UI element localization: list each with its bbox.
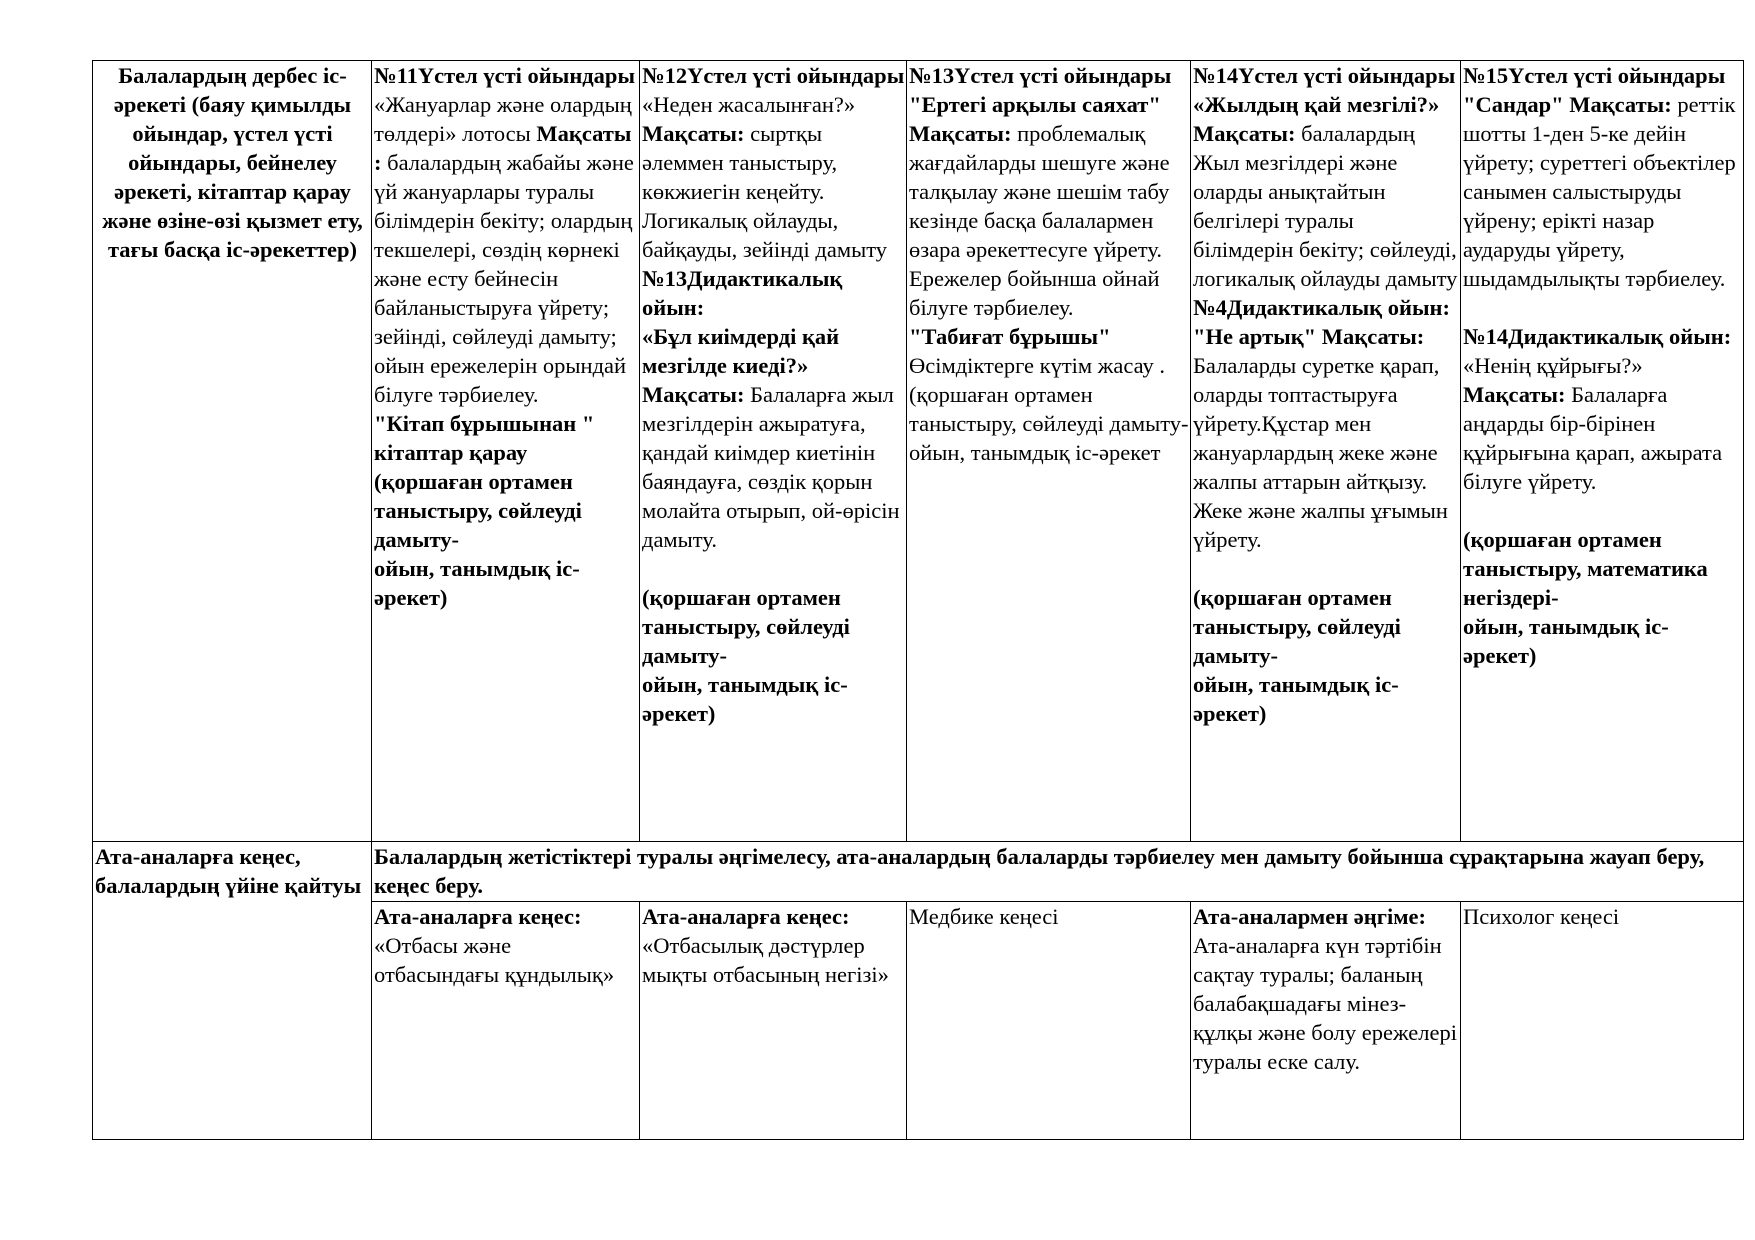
advice-label: Ата-аналарға кеңес: bbox=[374, 904, 582, 929]
cell-day-1-activity bbox=[372, 61, 640, 842]
cell-day-2-activity bbox=[640, 61, 907, 842]
didactic-game-name: «Ненің құйрығы?» bbox=[1463, 353, 1643, 378]
advice-label: Ата-аналарға кеңес: bbox=[642, 904, 850, 929]
book-corner-title: "Кітап бұрышынан " кітаптар қарау bbox=[374, 411, 595, 465]
cell-day-3-parents bbox=[907, 902, 1191, 1140]
goal-text: проблемалық жағдайларды шешуге және талқылау және шешім табу кезінде басқа балалармен өзара әрекеттесуге үйрету. Ережелер бойынша ойнай білуге тәрбиелеу. bbox=[909, 121, 1170, 320]
conversation-topic: Ата-аналарға күн тәртібін сақтау туралы; баланың балабақшадағы мінез-құлқы және болу ережелері туралы еске салу. bbox=[1193, 933, 1457, 1074]
game-title: №11Үстел үсті ойындары bbox=[374, 63, 636, 88]
activity-area: (қоршаған ортамен таныстыру, сөйлеуді дамыту- bbox=[374, 469, 582, 552]
cell-day-5-parents bbox=[1461, 902, 1744, 1140]
cell-day-4-activity bbox=[1191, 61, 1461, 842]
didactic-game-title: №13Дидактикалық ойын: bbox=[642, 266, 843, 320]
game-name: «Неден жасалынған?» bbox=[642, 92, 856, 117]
goal-label: Мақсаты: bbox=[1463, 382, 1566, 407]
psychologist-advice: Психолог кеңесі bbox=[1463, 904, 1620, 929]
goal-text: Балаларды суретке қарап, оларды топтастыруға үйрету.Құстар мен жануарлардың жеке және жалпы аттарын айтқызу. Жеке және жалпы ұғымын үйрету. bbox=[1193, 353, 1448, 552]
row-header-independent-activity: Балалардың дербес іс-әрекеті (баяу қимылды ойындар, үстел үсті ойындары, бейнелеу әрекеті, кітаптар қарау және өзіне-өзі қызмет ету, тағы басқа іс-әрекеттер) bbox=[93, 61, 372, 842]
game-name: "Ертегі арқылы саяхат" bbox=[909, 92, 1161, 117]
activity-type: ойын, танымдық іс-әрекет) bbox=[1463, 614, 1669, 668]
activity-area: (қоршаған ортамен таныстыру, математика негіздері- bbox=[1463, 527, 1708, 610]
didactic-game-name: "Не артық" Мақсаты: bbox=[1193, 324, 1425, 349]
cell-day-2-parents bbox=[640, 902, 907, 1140]
row-header-parents: Ата-аналарға кеңес, балалардың үйіне қайтуы bbox=[93, 842, 372, 1140]
goal-label: Мақсаты : bbox=[374, 121, 632, 175]
cell-day-4-parents bbox=[1191, 902, 1461, 1140]
goal-label: Мақсаты: bbox=[642, 382, 745, 407]
spacer bbox=[642, 554, 905, 583]
parents-general-note: Балалардың жетістіктері туралы әңгімелесу, ата-аналардың балаларды тәрбиелеу мен дамыту бойынша сұрақтарына жауап беру, кеңес беру. bbox=[372, 842, 1744, 902]
goal-text: балалардың жабайы және үй жануарлары туралы білімдерін бекіту; олардың текшелері, сөздің көрнекі және есту бейнесін байланыстыруға үйрету; зейінді, сөйлеуді дамыту; ойын ережелерін орындай білуге тәрбиелеу. bbox=[374, 150, 634, 407]
cell-day-1-parents bbox=[372, 902, 640, 1140]
table-row-parents-general bbox=[93, 842, 1744, 902]
goal-text: реттік шотты 1-ден 5-ке дейін үйрету; суреттегі объектілер санымен салыстыруды үйрену; ерікті назар аударуды үйрету, шыдамдылықты тәрбиелеу. bbox=[1463, 92, 1736, 291]
goal-label: Мақсаты: bbox=[1193, 121, 1296, 146]
goal-label: Мақсаты: bbox=[642, 121, 745, 146]
spacer bbox=[1463, 293, 1742, 322]
advice-topic: «Отбасылық дәстүрлер мықты отбасының негізі» bbox=[642, 933, 889, 987]
activity-area: (қоршаған ортамен таныстыру, сөйлеуді дамыту- bbox=[1193, 585, 1401, 668]
cell-day-5-activity bbox=[1461, 61, 1744, 842]
goal-text: Балаларға аңдарды бір-бірінен құйрығына қарап, ажырата білуге үйрету. bbox=[1463, 382, 1723, 494]
cell-day-3-activity bbox=[907, 61, 1191, 842]
game-title: №14Үстел үсті ойындары «Жылдың қай мезгілі?» bbox=[1193, 63, 1456, 117]
goal-text: балалардың Жыл мезгілдері және оларды анықтайтын белгілері туралы білімдерін бекіту; сөйлеуді, логикалық ойлауды дамыту bbox=[1193, 121, 1458, 291]
plan-table bbox=[92, 60, 1744, 1140]
didactic-game-name: «Бұл киімдерді қай мезгілде киеді?» bbox=[642, 324, 840, 378]
goal-text: сыртқы әлеммен таныстыру, көкжиегін кеңейту. Логикалық ойлауды, байқауды, зейінді дамыту bbox=[642, 121, 888, 262]
game-title: №15Үстел үсті ойындары "Сандар" Мақсаты: bbox=[1463, 63, 1726, 117]
goal-label: Мақсаты: bbox=[909, 121, 1012, 146]
activity-type: ойын, танымдық іс-әрекет) bbox=[374, 556, 580, 610]
activity-type: ойын, танымдық іс-әрекет) bbox=[1193, 672, 1399, 726]
advice-topic: «Отбасы және отбасындағы құндылық» bbox=[374, 933, 615, 987]
didactic-game-title: №14Дидактикалық ойын: bbox=[1463, 324, 1732, 349]
nurse-advice: Медбике кеңесі bbox=[909, 904, 1059, 929]
game-title: №12Үстел үсті ойындары bbox=[642, 63, 905, 88]
activity-type: ойын, танымдық іс-әрекет) bbox=[642, 672, 848, 726]
conversation-label: Ата-аналармен әңгіме: bbox=[1193, 904, 1427, 929]
nature-corner-text: Өсімдіктерге күтім жасау . (қоршаған ортамен таныстыру, сөйлеуді дамыту- ойын, танымдық іс-әрекет bbox=[909, 353, 1189, 465]
game-title: №13Үстел үсті ойындары bbox=[909, 63, 1172, 88]
game-name: «Жануарлар және олардың төлдері» лотосы bbox=[374, 92, 632, 146]
didactic-game-title: №4Дидактикалық ойын: bbox=[1193, 295, 1451, 320]
goal-text: Балаларға жыл мезгілдерін ажыратуға, қандай киімдер киетінін баяндауға, сөздік қорын молайта отырып, ой-өрісін дамыту. bbox=[642, 382, 900, 552]
spacer bbox=[1463, 496, 1742, 525]
nature-corner-title: "Табиғат бұрышы" bbox=[909, 324, 1111, 349]
spacer bbox=[1193, 554, 1459, 583]
table-row-independent-activity bbox=[93, 61, 1744, 842]
activity-area: (қоршаған ортамен таныстыру, сөйлеуді дамыту- bbox=[642, 585, 850, 668]
